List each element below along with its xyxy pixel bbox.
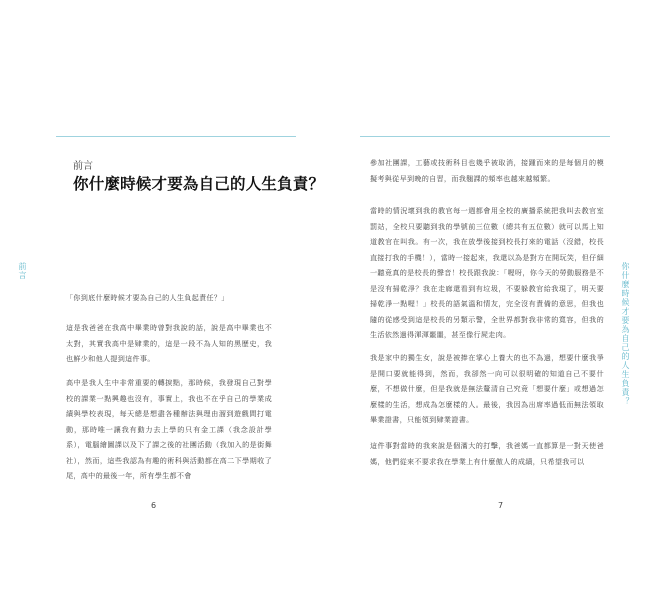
paragraph: 參加社團課，工藝或技術科目也幾乎被取消，接踵而來的是每個月的模擬考與從早到晚的自習，而我翹課的頻率也越來越頻繁。	[370, 158, 604, 183]
paragraph: 「你到底什麼時候才要為自己的人生負起責任？」	[66, 293, 229, 302]
page-number: 6	[151, 501, 157, 510]
paragraph: 我是家中的獨生女，說是被捧在掌心上養大的也不為過，想要什麼我爭是開口要就能得到，然而，我卻然一向可以很明確的知道自己不要什麼，不想做什麼，但是我就是無法釐清自己究竟「想要什麼」或想過怎麼樣的生活，想成為怎麼樣的人。最後，我因為出席率過低而無法領取畢業證書，只能領到肄業證書。	[370, 353, 604, 424]
right-page	[328, 0, 655, 609]
side-tab: 前言	[18, 262, 27, 280]
chapter-title: 你什麼時候才要為自己的人生負責？	[73, 175, 325, 193]
section-label: 前言	[73, 161, 93, 172]
paragraph: 這是我爸爸在我高中畢業時曾對我說的話，說是高中畢業也不太對，其實我高中是肄業的，這是一段不為人知的黑歷史，我也鮮少和他人提到這件事。	[66, 323, 272, 363]
paragraph: 這件事對當時的我來說是個滿大的打擊，我爸媽一直都算是一對天使爸媽，他們從來不要求我在學業上有什麼傲人的成績，只希望我可以	[370, 441, 604, 466]
header-rule	[56, 136, 296, 137]
paragraph: 高中是我人生中非常重要的轉捩點，那時候，我發現自己對學校的課業一點興趣也沒有，事實上，我也不在乎自己的學業成績與學校表現，每天總是想盡各種辦法與理由溜到遊戲間打電動，那時唯一讓我有動力去上學的只有金工課（我念設計學系），電腦繪圖課以及下了課之後的社團活動（我加入的是街舞社），然而，這些我認為有趣的術科與活動都在高二下學期收了尾，高中的最後一年，所有學生都不會	[66, 378, 272, 480]
side-tab: 你什麼時候才要為自己的人生負責？	[621, 262, 630, 406]
header-rule	[360, 136, 610, 137]
page-number: 7	[498, 501, 504, 510]
paragraph: 當時的情況壞到我的教官每一週都會用全校的廣播系統把我叫去教官室罰站，全校只要聽到我的學號前三位數（總共有五位數）就可以馬上知道教官在叫我。有一次，我在放學後接到校長打來的電話（沒錯，校長直接打我的手機！），當時一接起來，我還以為是對方在開玩笑，但仔細一聽竟真的是校長的聲音！校長跟我說：「喔呀，你今天的勞動服務是不是沒有掃乾淨？我在走廊還看到有垃圾，不要躲教官給我現了，明天要掃乾淨一點喔！」校長的語氣溫和情友，完全沒有責備的意思，但我也隨的從感受到這是校長的另類示警，全世界都對我非常的寬容，但我的生活依然過得渾渾噩噩，甚至像行屍走肉。	[370, 206, 604, 339]
left-page	[0, 0, 327, 609]
